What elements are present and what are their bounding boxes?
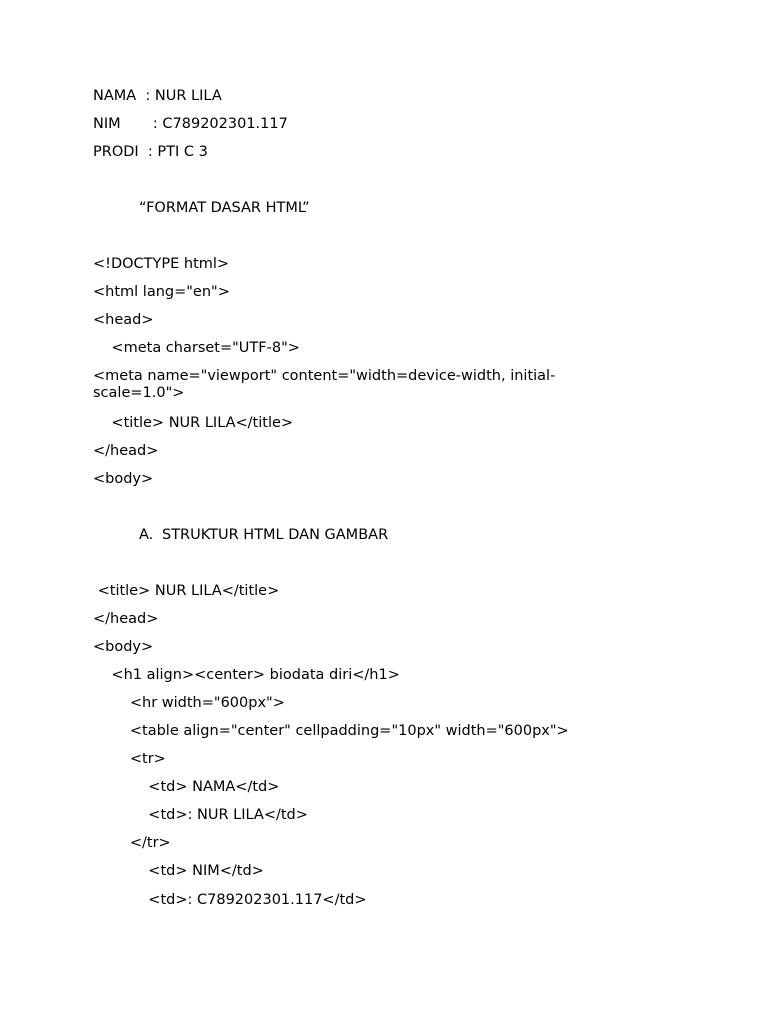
code-line: <td> NAMA</td>: [93, 779, 280, 795]
code-line: </head>: [93, 611, 159, 627]
code-line: <meta name="viewport" content="width=device-width, initial-scale=1.0">: [93, 368, 556, 401]
code-line: <td>: NUR LILA</td>: [93, 807, 308, 823]
header-prodi: PRODI : PTI C 3: [93, 144, 208, 160]
section-a-marker: A.: [139, 527, 154, 543]
code-line: <body>: [93, 471, 154, 487]
code-line: <table align="center" cellpadding="10px" width="600px">: [93, 723, 569, 739]
document-heading: “FORMAT DASAR HTML”: [139, 200, 310, 216]
header-nim: NIM : C789202301.117: [93, 116, 288, 132]
code-line: <meta charset="UTF-8">: [93, 340, 300, 356]
section-a-title: STRUKTUR HTML DAN GAMBAR: [162, 527, 389, 543]
code-line: <hr width="600px">: [93, 695, 285, 711]
code-line: <td> NIM</td>: [93, 863, 264, 879]
code-line: <html lang="en">: [93, 284, 230, 300]
header-nama: NAMA : NUR LILA: [93, 88, 222, 104]
code-line: <body>: [93, 639, 154, 655]
code-line-wrapped: [93, 368, 633, 402]
code-line: </tr>: [93, 835, 171, 851]
code-line: <title> NUR LILA</title>: [93, 415, 294, 431]
code-line: <head>: [93, 312, 154, 328]
code-line: <title> NUR LILA</title>: [93, 583, 280, 599]
code-line: <h1 align><center> biodata diri</h1>: [93, 667, 400, 683]
code-line: </head>: [93, 443, 159, 459]
code-line: <!DOCTYPE html>: [93, 256, 230, 272]
code-line: <tr>: [93, 751, 166, 767]
code-line: <td>: C789202301.117</td>: [93, 892, 367, 908]
